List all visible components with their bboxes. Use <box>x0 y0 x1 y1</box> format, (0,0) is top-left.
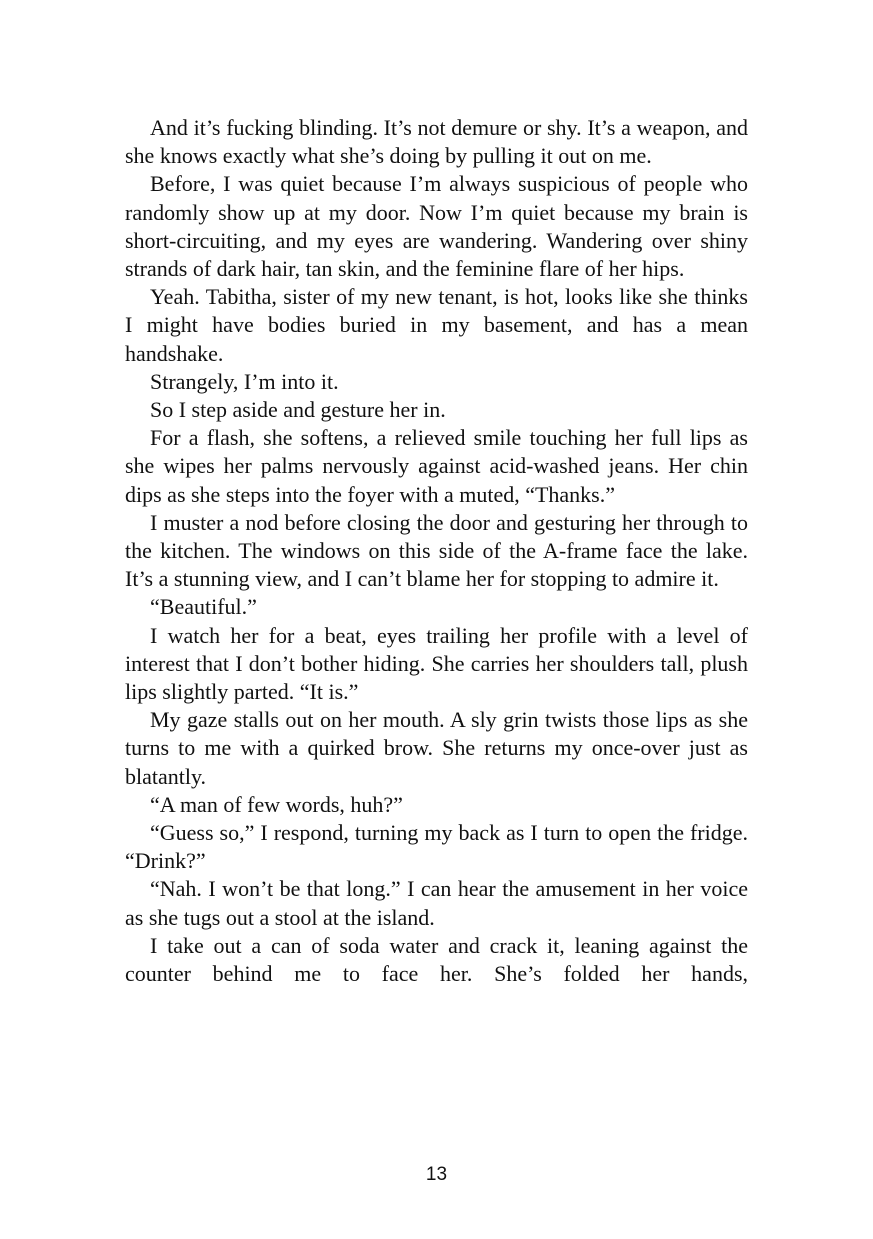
paragraph: So I step aside and gesture her in. <box>150 397 446 423</box>
paragraph: For a flash, she softens, a relieved smile touching her full lips as she wipes her palms nervously against acid-washed jeans. Her chin dips as she steps into the foyer with a muted, “Thanks.” <box>125 425 748 507</box>
paragraph: And it’s fucking blinding. It’s not demure or shy. It’s a weapon, and she knows exactly what she’s doing by pulling it out on me. <box>125 115 748 169</box>
page-number: 13 <box>425 1164 448 1185</box>
paragraph: Before, I was quiet because I’m always suspicious of people who randomly show up at my door. Now I’m quiet because my brain is short-circuiting, and my eyes are wandering. Wandering over shiny strands of dark hair, tan skin, and the feminine flare of her hips. <box>125 171 748 282</box>
paragraph: “Guess so,” I respond, turning my back as I turn to open the fridge. “Drink?” <box>125 820 748 874</box>
paragraph-last: I take out a can of soda water and crack it, leaning against the counter behind me to face her. She’s folded her hands, <box>125 932 748 987</box>
paragraph: Strangely, I’m into it. <box>150 368 339 394</box>
paragraph: “Beautiful.” <box>150 594 257 620</box>
paragraph: I muster a nod before closing the door and gesturing her through to the kitchen. The windows on this side of the A-frame face the lake. It’s a stunning view, and I can’t blame her for stopping to admire it. <box>125 509 748 592</box>
body-text <box>125 114 748 988</box>
paragraph: “A man of few words, huh?” <box>150 791 403 817</box>
paragraph: Yeah. Tabitha, sister of my new tenant, is hot, looks like she thinks I might have bodies buried in my basement, and has a mean handshake. <box>125 284 748 366</box>
paragraph: “Nah. I won’t be that long.” I can hear the amusement in her voice as she tugs out a stool at the island. <box>125 876 748 930</box>
paragraph: My gaze stalls out on her mouth. A sly grin twists those lips as she turns to me with a quirked brow. She returns my once-over just as blatantly. <box>125 707 748 789</box>
paragraph: I watch her for a beat, eyes trailing her profile with a level of interest that I don’t bother hiding. She carries her shoulders tall, plush lips slightly parted. “It is.” <box>125 622 748 705</box>
